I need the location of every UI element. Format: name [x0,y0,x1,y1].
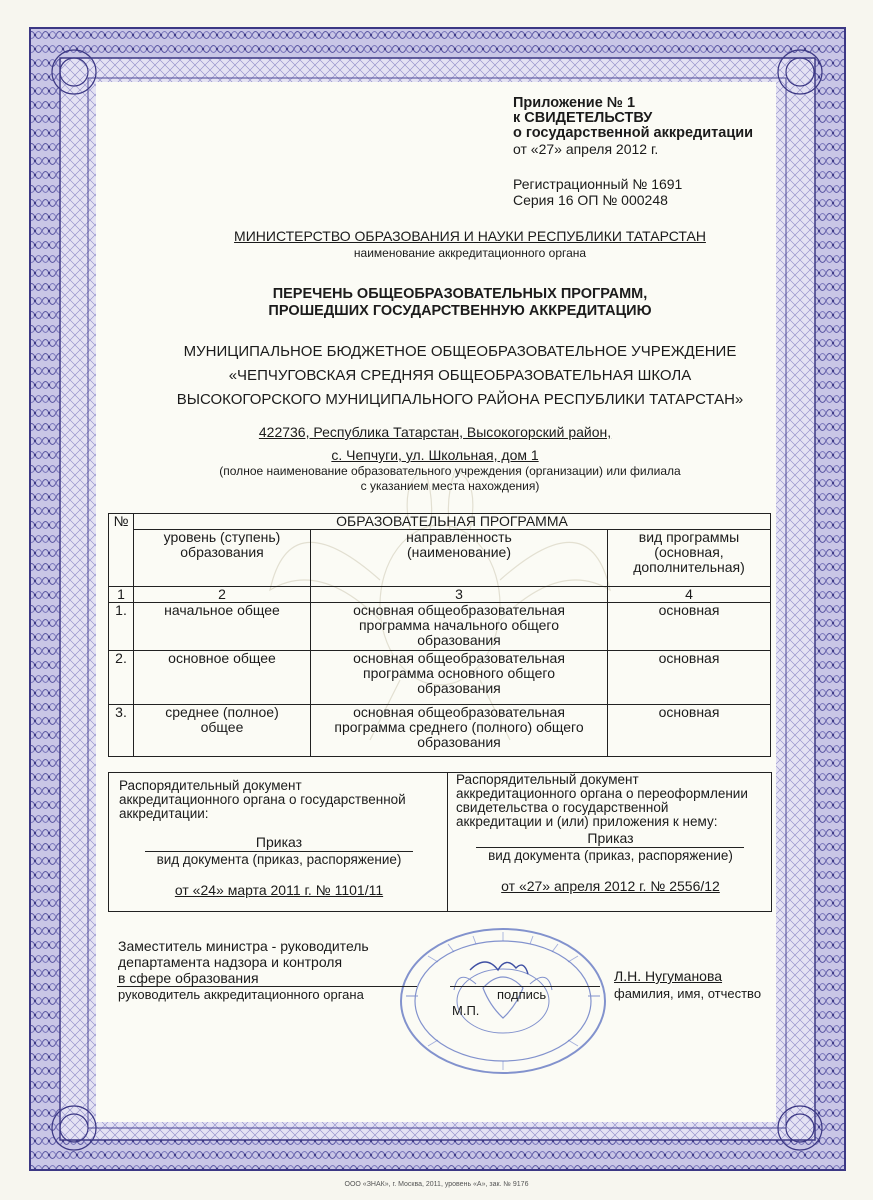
appendix-number: Приложение № 1 [513,95,636,111]
authority-name: МИНИСТЕРСТВО ОБРАЗОВАНИЯ И НАУКИ РЕСПУБЛИКИ ТАТАРСТАН [234,228,706,244]
right-doc-line1: Распорядительный документ [456,772,639,787]
row-direction: основная общеобразовательная программа начального общего образования [311,603,608,651]
right-doc-type: Приказ [587,830,634,846]
institution-line2: «ЧЕПЧУГОВСКАЯ СРЕДНЯЯ ОБЩЕОБРАЗОВАТЕЛЬНАЯ ШКОЛА [228,367,692,384]
col-level-header: уровень (ступень) образования [134,530,311,587]
signer-position-line1: Заместитель министра - руководитель [118,938,369,954]
printer-imprint: ООО «ЗНАК», г. Москва, 2011, уровень «А», зак. № 9176 [344,1181,529,1188]
accreditation-order-box [108,772,448,912]
table-row [109,651,771,705]
row-number: 1. [109,603,134,651]
row-type: основная [608,651,771,705]
column-numbers-row [109,587,771,603]
signer-name-caption: фамилия, имя, отчество [614,986,762,1001]
col-number-4: 4 [608,587,771,603]
table-row [109,705,771,757]
row-level: среднее (полное) общее [134,705,311,757]
right-doc-date-number: от «27» апреля 2012 г. № 2556/12 [501,878,720,894]
program-header: ОБРАЗОВАТЕЛЬНАЯ ПРОГРАММА [134,514,771,530]
col-type-header: вид программы (основная, дополнительная) [608,530,771,587]
reissue-order-box [447,772,772,912]
certificate-series: Серия 16 ОП № 000248 [513,192,668,208]
stamp-place-label: М.П. [452,1003,480,1018]
institution-line3: ВЫСОКОГОРСКОГО МУНИЦИПАЛЬНОГО РАЙОНА РЕСПУБЛИКИ ТАТАРСТАН» [176,391,744,408]
authority-caption: наименование аккредитационного органа [353,246,587,260]
left-doc-type-caption: вид документа (приказ, распоряжение) [156,852,402,867]
appendix-to-certificate: к СВИДЕТЕЛЬСТВУ [513,110,653,126]
left-doc-line3: аккредитации: [119,806,209,821]
col-number-header: № [109,514,134,587]
row-level: основное общее [134,651,311,705]
appendix-certificate-kind: о государственной аккредитации [513,125,754,141]
document-title-line1: ПЕРЕЧЕНЬ ОБЩЕОБРАЗОВАТЕЛЬНЫХ ПРОГРАММ, [272,286,648,302]
signer-name: Л.Н. Нугуманова [614,968,723,984]
left-doc-date-number: от «24» марта 2011 г. № 1101/11 [174,882,384,898]
right-doc-line2: аккредитационного органа о переоформлении [456,786,748,801]
institution-line1: МУНИЦИПАЛЬНОЕ БЮДЖЕТНОЕ ОБЩЕОБРАЗОВАТЕЛЬНОЕ УЧРЕЖДЕНИЕ [183,343,737,360]
right-doc-line4: аккредитации и (или) приложения к нему: [456,814,718,829]
programs-table [108,513,771,757]
row-direction: основная общеобразовательная программа основного общего образования [311,651,608,705]
row-number: 3. [109,705,134,757]
signature-caption: подпись [497,987,547,1002]
signer-position-caption: руководитель аккредитационного органа [118,987,364,1002]
col-number-1: 1 [109,587,134,603]
document-title-line2: ПРОШЕДШИХ ГОСУДАРСТВЕННУЮ АККРЕДИТАЦИЮ [268,303,652,319]
row-level: начальное общее [134,603,311,651]
appendix-date: от «27» апреля 2012 г. [513,141,659,157]
table-row [109,603,771,651]
left-doc-line1: Распорядительный документ [119,778,302,793]
signer-position-line3: в сфере образования [118,970,259,986]
col-number-2: 2 [134,587,311,603]
left-doc-line2: аккредитационного органа о государственной [119,792,406,807]
col-direction-header: направленность (наименование) [311,530,608,587]
institution-address2: с. Чепчуги, ул. Школьная, дом 1 [331,447,539,463]
col-number-3: 3 [311,587,608,603]
right-doc-line3: свидетельства о государственной [456,800,669,815]
institution-caption1: (полное наименование образовательного учреждения (организации) или филиала [219,464,681,478]
row-direction: основная общеобразовательная программа среднего (полного) общего образования [311,705,608,757]
right-doc-type-caption: вид документа (приказ, распоряжение) [488,848,733,863]
institution-address1: 422736, Республика Татарстан, Высокогорский район, [258,424,612,440]
row-type: основная [608,603,771,651]
registration-number: Регистрационный № 1691 [513,176,683,192]
institution-caption2: с указанием места нахождения) [360,479,540,493]
row-type: основная [608,705,771,757]
signer-position-line2: департамента надзора и контроля [118,954,343,970]
row-number: 2. [109,651,134,705]
left-doc-type: Приказ [255,834,303,850]
